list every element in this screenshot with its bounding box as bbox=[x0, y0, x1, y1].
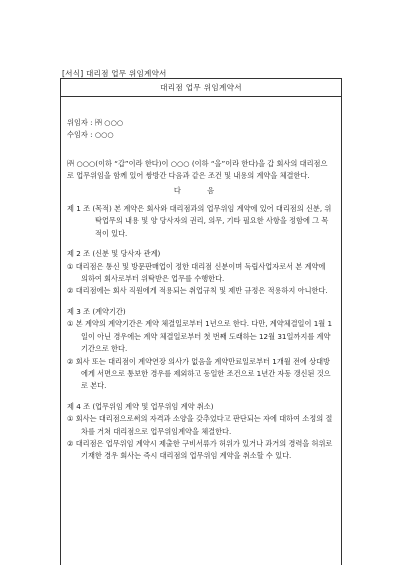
article-3-title: 제 3 조 (계약기간) bbox=[67, 306, 126, 316]
article-3-item-2: ② 회사 또는 대리점이 계약연장 의사가 없음을 계약만료일로부터 1개월 전에 상대방에게 서면으로 통보한 경우를 제외하고 동일한 조건으로 1년간 자동 갱신된 것으로 본다. bbox=[67, 356, 331, 391]
agent-line: 수임자 : ○○○ bbox=[67, 130, 114, 140]
article-2-title: 제 2 조 (신분 및 당사자 관계) bbox=[67, 249, 161, 259]
article-2-item-1: ① 대리점은 통신 및 방문판매업이 정한 대리점 신분이며 독립사업자로서 본 계약에 의하여 회사로부터 위탁받은 업무를 수행한다. bbox=[67, 261, 326, 284]
article-1 bbox=[67, 203, 333, 240]
intro-paragraph: ㈜ ○○○(이하 “갑”이라 한다)이 ○○○ (이하 “을”이라 한다)을 갑 회사의 대리점으로 업무위임을 함께 있어 쌍방간 다음과 같은 조건 및 내용의 계약을 체결한다. bbox=[67, 158, 328, 181]
article-4-item-2: ② 대리점은 업무위임 계약시 제출한 구비서류가 허위가 있거나 과거의 경력을 허위로 기재한 경우 회사는 즉시 대리점의 업무위임 계약을 취소할 수 있다. bbox=[67, 438, 333, 461]
article-1-title: 제 1 조 (목적) bbox=[67, 204, 112, 214]
form-label: [서식] 대리점 업무 위임계약서 bbox=[62, 69, 167, 78]
article-4-title: 제 4 조 (업무위임 계약 및 업무위임 계약 취소) bbox=[67, 401, 214, 411]
article-4-item-1: ① 회사는 대리점으로써의 자격과 소양을 갖추었다고 판단되는 자에 대하여 소정의 절차를 거쳐 대리점으로 업무위임계약을 체결한다. bbox=[67, 414, 333, 436]
article-3-item-1: ① 본 계약의 계약기간은 계약 체결일로부터 1년으로 한다. 다만, 계약체결일이 1월 1일이 아닌 경우에는 계약 체결일로부터 첫 번째 도래하는 12월 31일까지를 계약기간으로 한다. bbox=[67, 319, 333, 354]
article-2-item-2: ② 대리점에는 회사 직원에게 적용되는 취업규칙 및 제반 규정은 적용하지 아니한다. bbox=[67, 286, 328, 296]
principal-line: 위임자 : ㈜ ○○○ bbox=[67, 118, 124, 127]
section-heading: 다 음 bbox=[173, 185, 227, 195]
contract-document bbox=[60, 78, 342, 565]
document-body bbox=[61, 117, 341, 463]
document-title: 대리점 업무 위임계약서 bbox=[61, 79, 341, 97]
article-1-body: 본 계약은 회사와 대리점과의 업무위임 계약에 있어 대리점의 신분, 위탁업무의 내용 및 양 당사자의 권리, 의무, 기타 필요한 사항을 정함에 그 목적이 있다. bbox=[95, 204, 332, 238]
